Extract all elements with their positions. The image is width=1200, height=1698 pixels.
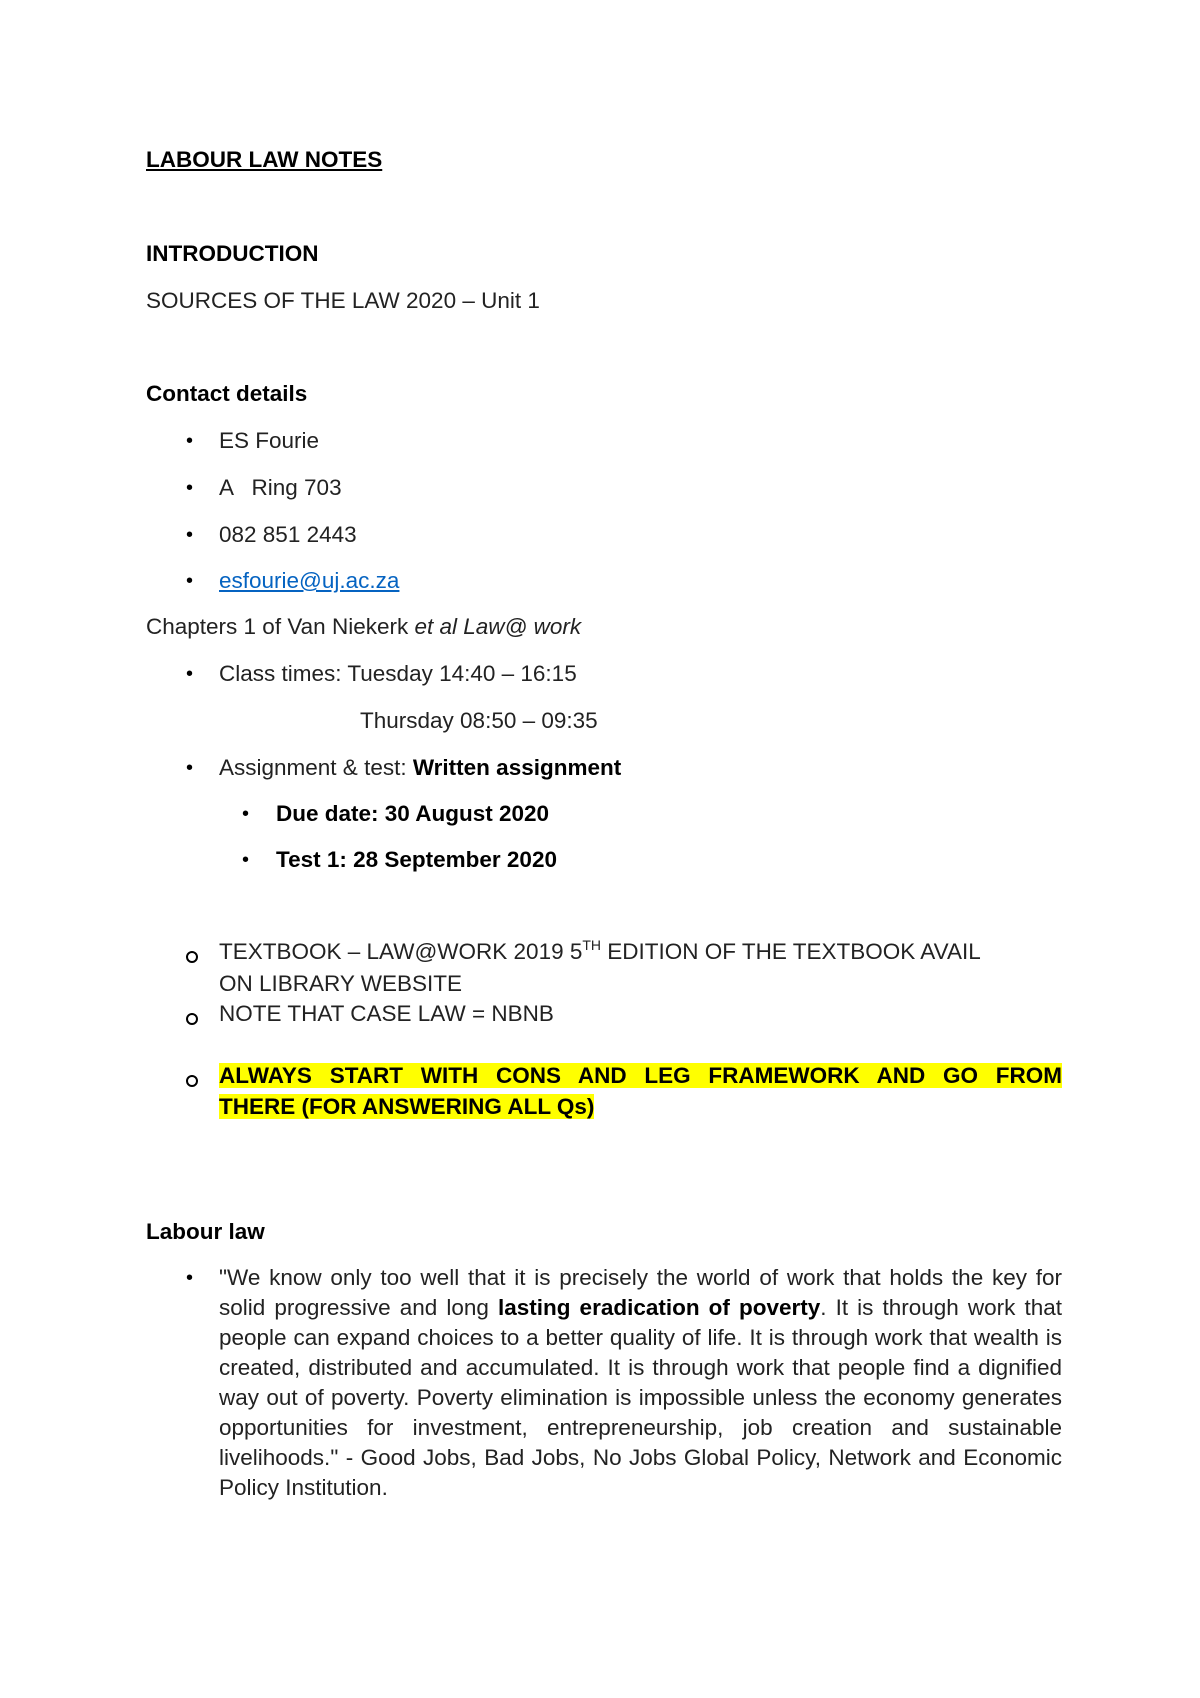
case-law-note: NOTE THAT CASE LAW = NBNB bbox=[219, 1001, 554, 1026]
due-date: Due date: 30 August 2020 bbox=[276, 801, 549, 826]
highlight-line-2: THERE (FOR ANSWERING ALL Qs) bbox=[219, 1094, 595, 1119]
bullet-icon: • bbox=[186, 524, 194, 546]
highlight-line-1: ALWAYS START WITH CONS AND LEG FRAMEWORK AND GO FROM bbox=[219, 1063, 1062, 1088]
bullet-icon: • bbox=[242, 803, 250, 825]
chapters-italic-book: Law@ work bbox=[463, 614, 582, 639]
bullet-icon: • bbox=[186, 663, 194, 685]
labour-law-heading: Labour law bbox=[146, 1219, 265, 1244]
contact-heading: Contact details bbox=[146, 381, 308, 406]
assignment-line: Assignment & test: Written assignment bbox=[219, 755, 622, 780]
quote-bold: lasting eradication of poverty bbox=[497, 1295, 821, 1320]
bullet-icon: • bbox=[242, 849, 250, 871]
circle-bullet-icon bbox=[186, 951, 198, 963]
bullet-icon: • bbox=[186, 477, 194, 499]
textbook-line-2: ON LIBRARY WEBSITE bbox=[219, 971, 462, 996]
bullet-icon: • bbox=[186, 430, 194, 452]
test-date: Test 1: 28 September 2020 bbox=[276, 847, 557, 872]
chapters-italic-et-al: et al bbox=[414, 614, 457, 639]
chapters-line bbox=[146, 613, 581, 641]
bullet-icon: • bbox=[186, 570, 194, 592]
textbook-line: TEXTBOOK – LAW@WORK 2019 5TH EDITION OF THE TEXTBOOK AVAIL bbox=[219, 937, 981, 964]
contact-office: A Ring 703 bbox=[219, 475, 342, 500]
class-times: Class times: Tuesday 14:40 – 16:15 bbox=[219, 661, 577, 686]
assignment-bold: Written assignment bbox=[412, 755, 622, 780]
labour-quote: "We know only too well that it is precisely the world of work that holds the key for solid progressive and long lasting eradication of poverty. It is through work that people can expand choices to a better quality of life. It is through work that wealth is created, distributed and accumulated. It is through work that people find a dignified way out of poverty. Poverty elimination is impossible unless the economy generates opportunities for investment, entrepreneurship, job creation and sustainable livelihoods." - Good Jobs, Bad Jobs, No Jobs Global Policy, Network and Economic Policy Institution. bbox=[219, 1265, 1062, 1500]
chapters-prefix: Chapters 1 of Van Niekerk bbox=[146, 614, 415, 639]
document-title: LABOUR LAW NOTES bbox=[146, 147, 383, 172]
contact-name: ES Fourie bbox=[219, 428, 320, 453]
class-times-thursday: Thursday 08:50 – 09:35 bbox=[360, 708, 598, 733]
email-link[interactable]: esfourie@uj.ac.za bbox=[219, 568, 400, 593]
contact-phone: 082 851 2443 bbox=[219, 522, 357, 547]
circle-bullet-icon bbox=[186, 1013, 198, 1025]
bullet-icon: • bbox=[186, 1267, 194, 1289]
circle-bullet-icon bbox=[186, 1075, 198, 1087]
intro-subtitle: SOURCES OF THE LAW 2020 – Unit 1 bbox=[146, 288, 540, 313]
bullet-icon: • bbox=[186, 757, 194, 779]
intro-heading: INTRODUCTION bbox=[146, 241, 319, 266]
